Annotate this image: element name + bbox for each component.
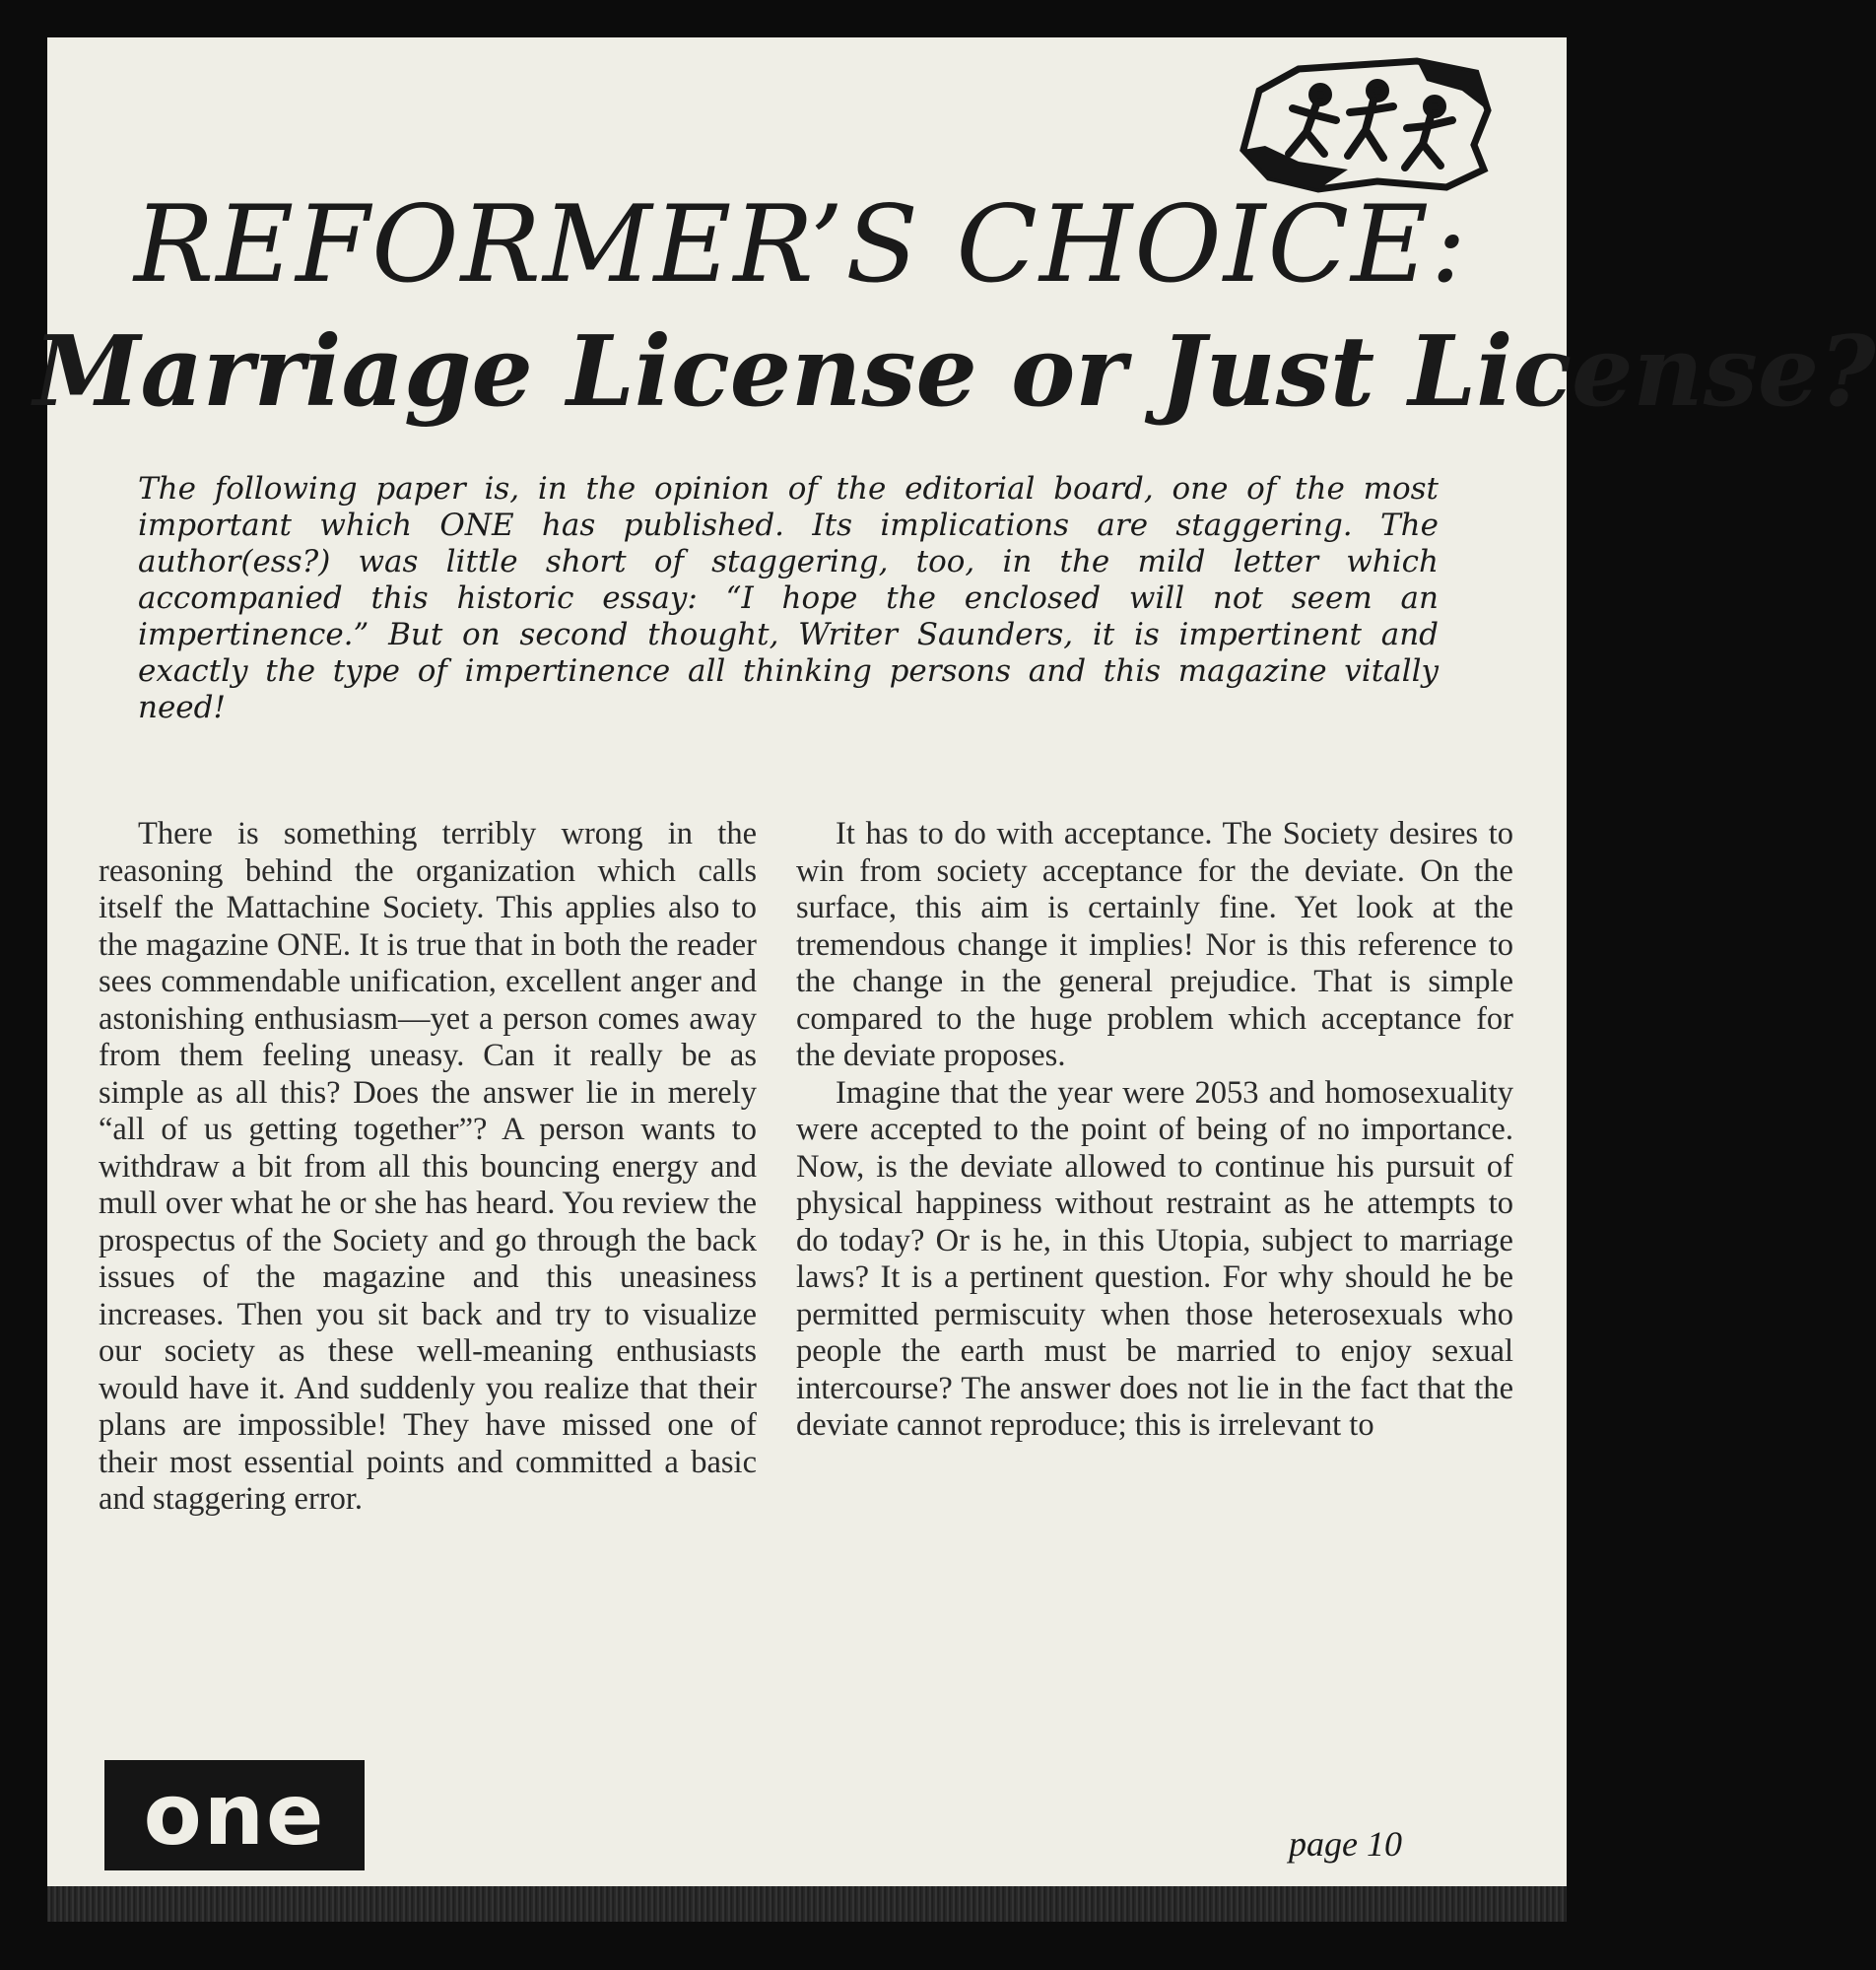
- body-paragraph: There is something terribly wrong in the reasoning behind the organization which calls itself the Mattachine Society. This applies also to the magazine ONE. It is true that in both the reader sees commendable unification, excellent anger and astonishing enthusiasm—yet a person comes away from them feeling uneasy. Can it really be as simple as all this? Does the answer lie in merely “all of us getting together”? A person wants to withdraw a bit from all this bouncing energy and mull over what he or she has heard. You review the prospectus of the Society and go through the back issues of the magazine and this uneasiness increases. Then you sit back and try to visualize our society as these well-meaning enthusiasts would have it. And suddenly you realize that their plans are impossible! They have missed one of their most essential points and committed a basic and staggering error.: [99, 816, 757, 1517]
- magazine-logo: [104, 1760, 365, 1870]
- dancing-figures-emblem-icon: [1230, 51, 1496, 199]
- left-edge-arrow-icon: [0, 769, 39, 887]
- right-column: [796, 816, 1513, 1445]
- article-subtitle: Marriage License or Just License?: [34, 315, 1876, 429]
- scan-bottom-edge: [47, 1886, 1567, 1922]
- page-number: page 10: [1289, 1824, 1402, 1864]
- logo-text: one: [143, 1766, 326, 1865]
- left-column: [99, 816, 757, 1519]
- article-title: REFORMER’S CHOICE:: [134, 183, 1469, 306]
- magazine-page: [34, 37, 1876, 1886]
- editorial-intro: The following paper is, in the opinion of the editorial board, one of the most important which ONE has published. Its implications are staggering. The author(ess?) was little short of staggering, too, in the mild letter which accompanied this historic essay: “I hope the enclosed will not seem an impertinence.” But on second thought, Writer Saunders, it is impertinent and exactly the type of impertinence all thinking persons and this magazine vitally need!: [138, 471, 1439, 725]
- body-paragraph: Imagine that the year were 2053 and homosexuality were accepted to the point of being of no importance. Now, is the deviate allowed to continue his pursuit of physical happiness without restraint as he attempts to do today? Or is he, in this Utopia, subject to marriage laws? It is a pertinent question. For why should he be permitted permiscuity when those heterosexuals who people the earth must be married to enjoy sexual intercourse? The answer does not lie in the fact that the deviate cannot reproduce; this is irrelevant to: [796, 1074, 1513, 1443]
- body-paragraph: It has to do with acceptance. The Society desires to win from society acceptance for the deviate. On the surface, this aim is certainly fine. Yet look at the tremendous change it implies! Nor is this reference to the change in the general prejudice. That is simple compared to the huge problem which acceptance for the deviate proposes.: [796, 816, 1513, 1073]
